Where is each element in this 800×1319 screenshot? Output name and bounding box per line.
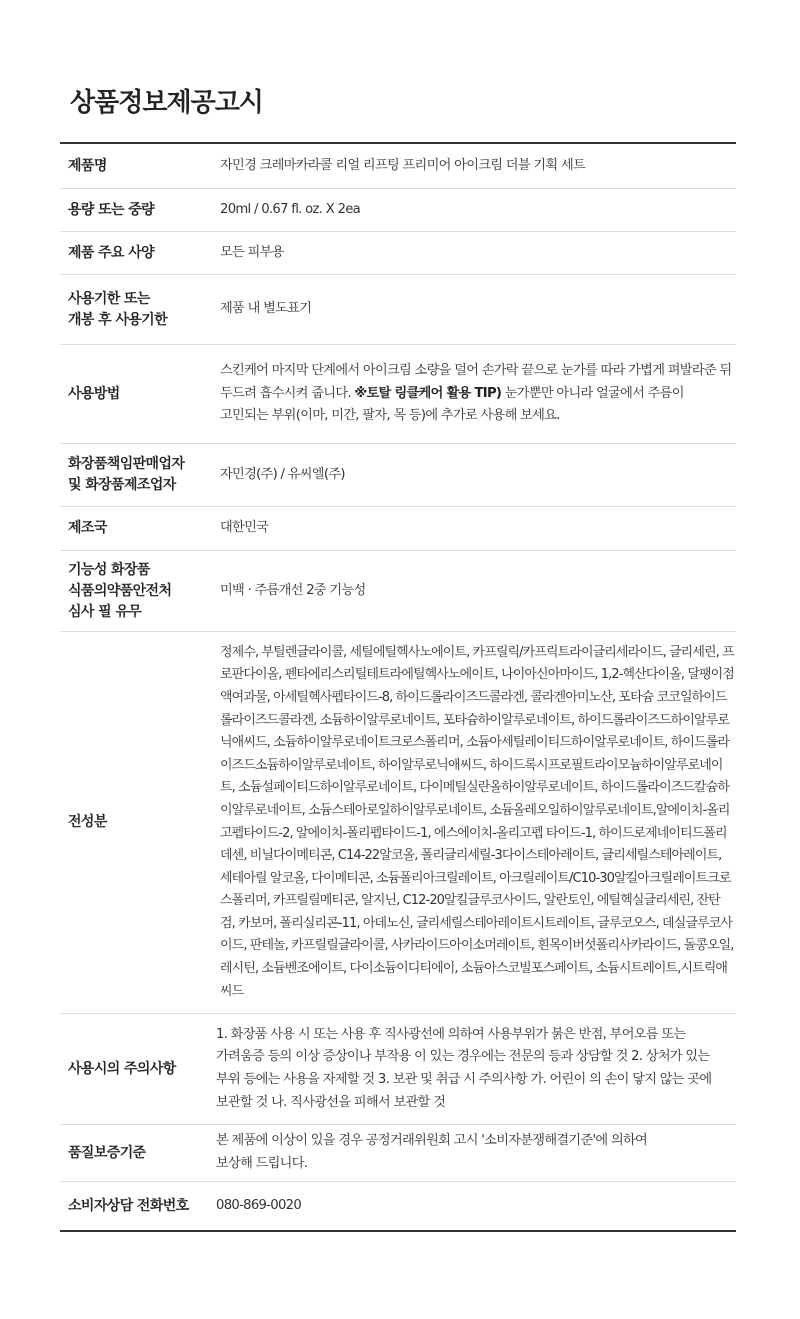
row-value: 1. 화장품 사용 시 또는 사용 후 직사광선에 의하여 사용부위가 붉은 반점, 부어오름 또는 가려움증 등의 이상 증상이나 부작용 이 있는 경우에는 전문의 등과 상담할 것 2. 상처가 있는 부위 등에는 사용을 자제할 것 3. 보관 및 취급 시 주의사항 가. 어린이 의 손이 닿지 않는 곳에 보관할 것 나. 직사광선을 피해서 보관할 것 [216,1026,712,1110]
row-value: 제품 내 별도표기 [220,301,312,317]
row-value: 자민경 크레마카라콜 리얼 리프팅 프리미어 아이크림 더블 기획 세트 [220,157,586,173]
row-label: 품질보증기준 [68,1144,146,1161]
row-value: 080-869-0020 [216,1197,302,1213]
page-title: 상품정보제공고시 [70,88,263,118]
table-row-product-name [60,144,736,189]
table-row-functional [60,551,736,632]
usage-tip-label: ※토탈 링클케어 활용 TIP) [354,385,502,401]
row-label: 제품 주요 사양 [68,244,155,261]
table-row-quality-guarantee [60,1125,736,1182]
row-value: 자민경(주) / 유씨엘(주) [220,466,345,482]
row-label: 사용기한 또는 개봉 후 사용기한 [68,290,168,328]
table-row-ingredients [60,632,736,1014]
usage-text: 스킨케어 마지막 단계에서 아이크림 소량을 덜어 손가락 끝으로 눈가를 따라 가볍게 펴발라준 뒤 두드려 흡수시켜 줍니다. [220,363,732,401]
row-value: 미백 · 주름개선 2중 기능성 [220,582,366,598]
row-label: 사용시의 주의사항 [68,1060,176,1077]
product-info-table [60,142,736,1232]
table-row-usage [60,345,736,444]
row-value: 20ml / 0.67 fl. oz. X 2ea [220,201,361,217]
row-label: 전성분 [68,814,107,830]
row-value: 모든 피부용 [220,244,284,260]
row-value [220,360,736,428]
row-label: 화장품책임판매업자 및 화장품제조업자 [68,456,185,493]
table-row-volume [60,189,736,232]
table-row-main-spec [60,232,736,275]
row-value: 정제수, 부틸렌글라이콜, 세틸에틸헥사노에이트, 카프릴릭/카프릭트라이글리세라이드, 글리세린, 프로판다이올, 펜타에리스리틸테트라에틸헥사노에이트, 나이아신아마이드, 1,2-헥산다이올, 달팽이점액여과물, 아세틸헥사펩타이드-8, 하이드롤라이즈드콜라겐, 콜라겐아미노산, 포타슘 코코일하이드롤라이즈드콜라겐, 소듐하이알루로네이트, 포타슘하이알루로네이트, 하이드롤라이즈드하이알루로닉애씨드, 소듐하이알루로네이트크로스폴리머, 소듐아세틸레이티드하이알루로네이트, 하이드롤라이즈드소듐하이알루로네이트, 하이알루로닉애씨드, 하이드록시프로필트라이모늄하이알루로네이트, 소듐설페이티드하이알루로네이트, 다이메틸실란올하이알루로네이트, 하이드롤라이즈드칼슘하이알루로네이트, 소듐스테아로일하이알루로네이트, 소듐올레오일하이알루로네이트,알에이치-올리고펩타이드-2, 알에이치-폴리펩타이드-1, 에스에이치-올리고펩 타이드-1, 하이드로제네이티드폴리데센, 비닐다이메티콘, C14-22알코올, 폴리글리세릴-3다이스테아레이트, 글리세릴스테아레이트, 세테아릴 알코올, 다이메티콘, 소듐폴리아크릴레이트, 아크릴레이트/C10-30알킬아크릴레이트크로스폴리머, 카프릴릴메티콘, 알지닌, C12-20알킬글루코사이드, 알란토인, 에틸헥실글리세린, 잔탄검, 카보머, 폴리실리콘-11, 아데노신, 글리세릴스테아레이트시트레이트, 글루코오스, 데실글루코사 이드, 판테놀, 카프릴릴글라이콜, 사카라이드아이소머레이트, 흰목이버섯폴리사카라이드, 돌콩오일, 레시틴, 소듐벤조에이트, 다이소듐이디티에이, 소듐아스코빌포스페이트, 소듐시트레이트,시트릭애씨드 [220,644,734,999]
row-label: 제품명 [68,157,107,174]
row-label: 기능성 화장품 식품의약품안전처 심사 필 유무 [68,561,172,620]
row-label: 소비자상담 전화번호 [68,1197,189,1214]
row-label: 제조국 [68,520,107,536]
table-row-manufacturer [60,444,736,507]
table-row-customer-phone [60,1182,736,1230]
usage-tip-text: 눈가뿐만 아니라 얼굴에서 주름이 고민되는 부위(이마, 미간, 팔자, 목 등)에 추가로 사용해 보세요. [220,385,684,424]
row-label: 용량 또는 중량 [68,201,155,218]
table-row-expiry [60,275,736,345]
table-row-country [60,507,736,551]
row-label: 사용방법 [68,385,120,402]
row-value: 본 제품에 이상이 있을 경우 공정거래위원회 고시 '소비자분쟁해결기준'에 의하여 보상해 드립니다. [216,1133,648,1171]
table-row-precautions [60,1014,736,1125]
row-value: 대한민국 [220,520,269,536]
